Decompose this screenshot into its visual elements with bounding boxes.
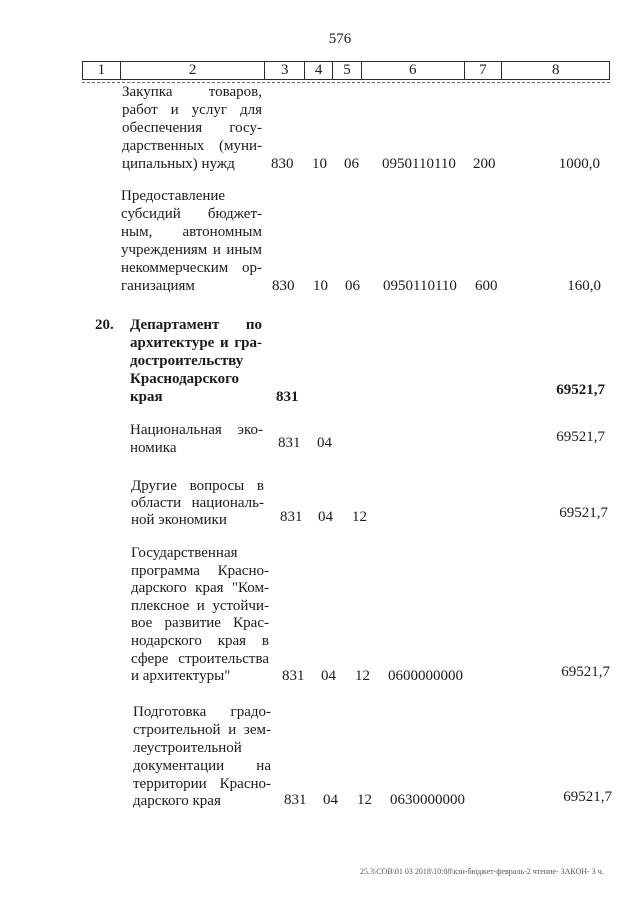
target-article-code: 0950110110 [382, 156, 456, 172]
page-number: 576 [328, 31, 352, 47]
row-desc-line: Предоставление [121, 188, 226, 204]
header-cell-ministry: 3 [265, 62, 305, 79]
row-desc-line: учреждениям и иным [121, 242, 262, 258]
section-code: 10 [313, 278, 328, 294]
row-desc-line: программа Красно- [131, 563, 269, 579]
header-cell-section: 4 [305, 62, 333, 79]
row-desc-line: ципальных) нужд [122, 156, 235, 172]
row-desc-line: некоммерческим ор- [121, 260, 262, 276]
header-cell-subsection: 5 [333, 62, 362, 79]
row-desc-line: дарского края "Ком- [131, 580, 269, 596]
row-desc-line: плексное и устойчи- [131, 598, 269, 614]
section-code: 04 [318, 509, 333, 525]
section-code: 04 [321, 668, 336, 684]
row-desc-line: строительной и зем- [133, 722, 271, 738]
row-desc-line: Национальная эко- [130, 422, 263, 438]
row-desc-line: дарственных (муни- [122, 138, 262, 154]
row-desc-line: субсидий бюджет- [121, 206, 262, 222]
row-desc-line: Закупка товаров, [122, 84, 262, 100]
file-stamp: 25.3\СОВ\01 03 2018\10:08\кзн-бюджет-февраль-2 чтение- ЗАКОН- 3 ч. [360, 867, 604, 876]
header-cell-number: 1 [83, 62, 121, 79]
row-desc-line: ганизациям [121, 278, 195, 294]
ministry-code: 831 [282, 668, 305, 684]
ministry-code: 831 [280, 509, 303, 525]
subsection-code: 12 [355, 668, 370, 684]
row-desc-line: сфере строительства [131, 651, 269, 667]
row-desc-line: и архитектуры" [131, 668, 231, 684]
expense-type-code: 600 [475, 278, 498, 294]
row-desc-line: Краснодарского [130, 371, 240, 387]
row-desc-line: территории Красно- [133, 776, 271, 792]
section-code: 10 [312, 156, 327, 172]
subsection-code: 12 [357, 792, 372, 808]
row-desc-line: Государственная [131, 545, 238, 561]
header-cell-amount: 8 [551, 62, 560, 78]
table-header [82, 61, 610, 80]
row-desc-line: вое развитие Крас- [131, 615, 269, 631]
amount: 69521,7 [559, 505, 608, 521]
row-desc-line: работ и услуг для [122, 102, 262, 118]
target-article-code: 0600000000 [388, 668, 463, 684]
row-desc-line: архитектуре и гра- [130, 335, 262, 351]
row-desc-line: ной экономики [131, 512, 227, 528]
target-article-code: 0630000000 [390, 792, 465, 808]
row-desc-line: достроительству [130, 353, 244, 369]
subsection-code: 12 [352, 509, 367, 525]
header-cell-name: 2 [121, 62, 265, 79]
expense-type-code: 200 [473, 156, 496, 172]
row-desc-line: номика [130, 440, 177, 456]
section-code: 04 [317, 435, 332, 451]
row-desc-line: дарского края [133, 793, 221, 809]
row-desc-line: леустроительной [133, 740, 242, 756]
subsection-code: 06 [345, 278, 360, 294]
ministry-code: 831 [278, 435, 301, 451]
amount: 69521,7 [556, 429, 605, 445]
ministry-code: 831 [276, 389, 299, 405]
row-desc-line: нодарского края в [131, 633, 269, 649]
ministry-code: 831 [284, 792, 307, 808]
header-cell-expense-type: 7 [465, 62, 503, 79]
amount: 1000,0 [558, 156, 600, 172]
amount: 69521,7 [563, 789, 612, 805]
row-desc-line: Подготовка градо- [133, 704, 271, 720]
row-desc-line: обеспечения госу- [122, 120, 262, 136]
row-desc-line: области националь- [131, 495, 264, 511]
row-desc-line: Другие вопросы в [131, 478, 264, 494]
row-desc-line: документации на [133, 758, 271, 774]
section-number: 20. [95, 317, 114, 333]
row-desc-line: Департамент по [130, 317, 262, 333]
subsection-code: 06 [344, 156, 359, 172]
ministry-code: 830 [271, 156, 294, 172]
header-cell-target-article: 6 [362, 62, 465, 79]
amount: 160,0 [567, 278, 601, 294]
ministry-code: 830 [272, 278, 295, 294]
section-code: 04 [323, 792, 338, 808]
row-desc-line: края [130, 389, 163, 405]
target-article-code: 0950110110 [383, 278, 457, 294]
amount: 69521,7 [561, 664, 610, 680]
amount: 69521,7 [556, 382, 605, 398]
row-desc-line: ным, автономным [121, 224, 262, 240]
